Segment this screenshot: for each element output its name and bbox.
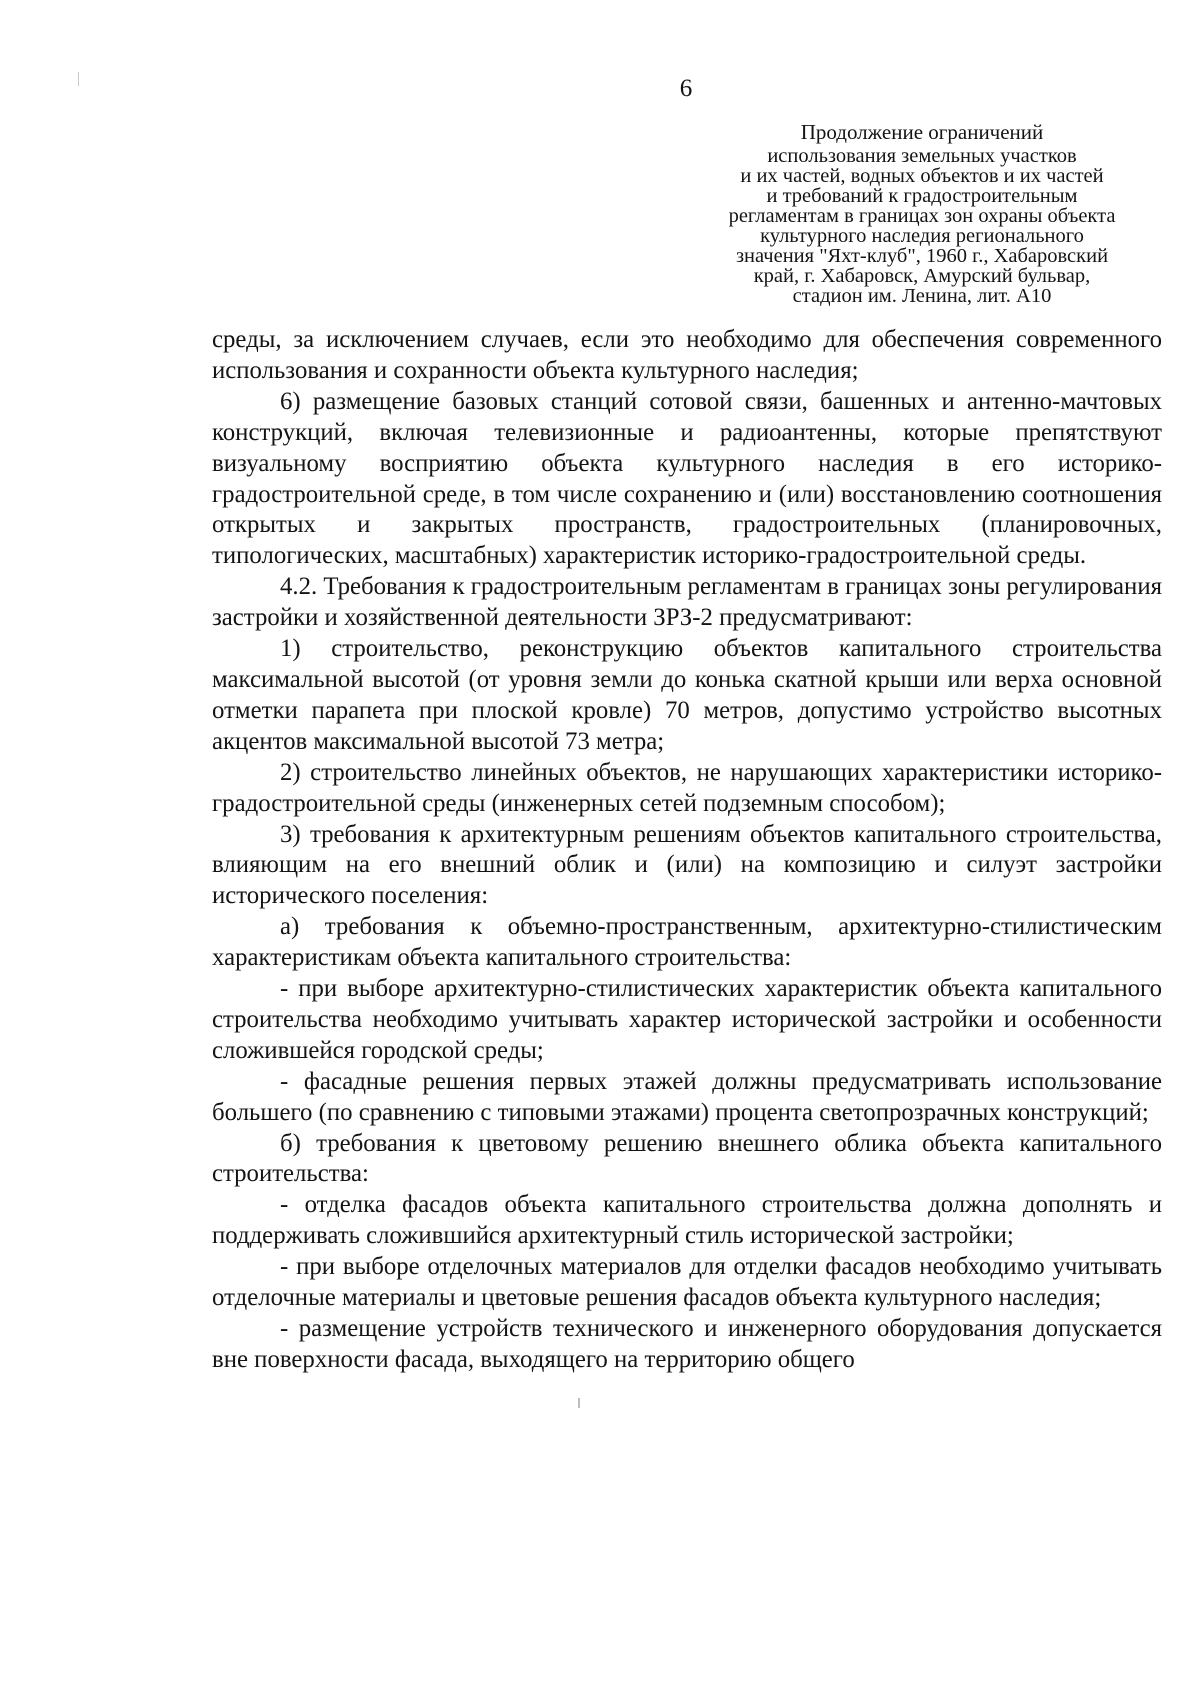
- paragraph: - при выборе отделочных материалов для отделки фасадов необходимо учитывать отделочные материалы и цветовые решения фасадов объекта культурного наследия;: [212, 1253, 1162, 1312]
- paragraph: - размещение устройств технического и инженерного оборудования допускается вне поверхности фасада, выходящего на территорию общего: [212, 1315, 1162, 1373]
- header-line: стадион им. Ленина, лит. А10: [792, 285, 1052, 307]
- header-line: культурного наследия регионального: [760, 225, 1084, 247]
- paragraph: б) требования к цветовому решению внешнего облика объекта капитального строительства:: [212, 1129, 1162, 1188]
- paragraph: среды, за исключением случаев, если это необходимо для обеспечения современного использования и сохранности объекта культурного наследия;: [212, 326, 1162, 384]
- paragraph: - при выборе архитектурно-стилистических характеристик объекта капитального строительства необходимо учитывать характер исторической застройки и особенности сложившейся городской среды;: [212, 975, 1162, 1064]
- paragraph: 6) размещение базовых станций сотовой связи, башенных и антенно-мачтовых конструкций, включая телевизионные и радиоантенны, которые препятствуют визуальному восприятию объекта культурного наследия в его историко-градостроительной среде, в том числе сохранению и (или) восстановлению соотношения открытых и закрытых пространств, градостроительных (планировочных, типологических, масштабных) характеристик историко-градостроительной среды.: [212, 387, 1162, 570]
- header-line: край, г. Хабаровск, Амурский бульвар,: [753, 265, 1091, 287]
- scan-artifact: [578, 1398, 580, 1408]
- document-header-note: [692, 118, 1152, 306]
- header-line: значения "Яхт-клуб", 1960 г., Хабаровский: [735, 245, 1109, 267]
- paragraph: - отделка фасадов объекта капитального строительства должна дополнять и поддерживать сложившийся архитектурный стиль исторической застройки;: [212, 1191, 1162, 1250]
- header-line: и их частей, водных объектов и их частей: [740, 165, 1104, 187]
- paragraph: 2) строительство линейных объектов, не нарушающих характеристики историко-градостроительной среды (инженерных сетей подземным способом);: [212, 758, 1162, 817]
- document-body: [212, 325, 1162, 1376]
- header-line: регламентам в границах зон охраны объекта: [728, 205, 1116, 227]
- paragraph: 4.2. Требования к градостроительным регламентам в границах зоны регулирования застройки и хозяйственной деятельности ЗРЗ-2 предусматривают:: [212, 573, 1162, 632]
- paragraph: 1) строительство, реконструкцию объектов капитального строительства максимальной высотой (от уровня земли до конька скатной крыши или верха основной отметки парапета при плоской кровле) 70 метров, допустимо устройство высотных акцентов максимальной высотой 73 метра;: [212, 635, 1162, 755]
- header-line: и требований к градостроительным: [766, 185, 1078, 207]
- header-line: Продолжение ограничений: [800, 120, 1044, 144]
- header-line: использования земельных участков: [767, 145, 1077, 167]
- page-number: 6: [679, 75, 693, 102]
- paragraph: 3) требования к архитектурным решениям объектов капитального строительства, влияющим на его внешний облик и (или) на композицию и силуэт застройки исторического поселения:: [212, 820, 1162, 910]
- paragraph: а) требования к объемно-пространственным, архитектурно-стилистическим характеристикам объекта капитального строительства:: [212, 913, 1162, 972]
- paragraph: - фасадные решения первых этажей должны предусматривать использование большего (по сравнению с типовыми этажами) процента светопрозрачных конструкций;: [212, 1067, 1162, 1126]
